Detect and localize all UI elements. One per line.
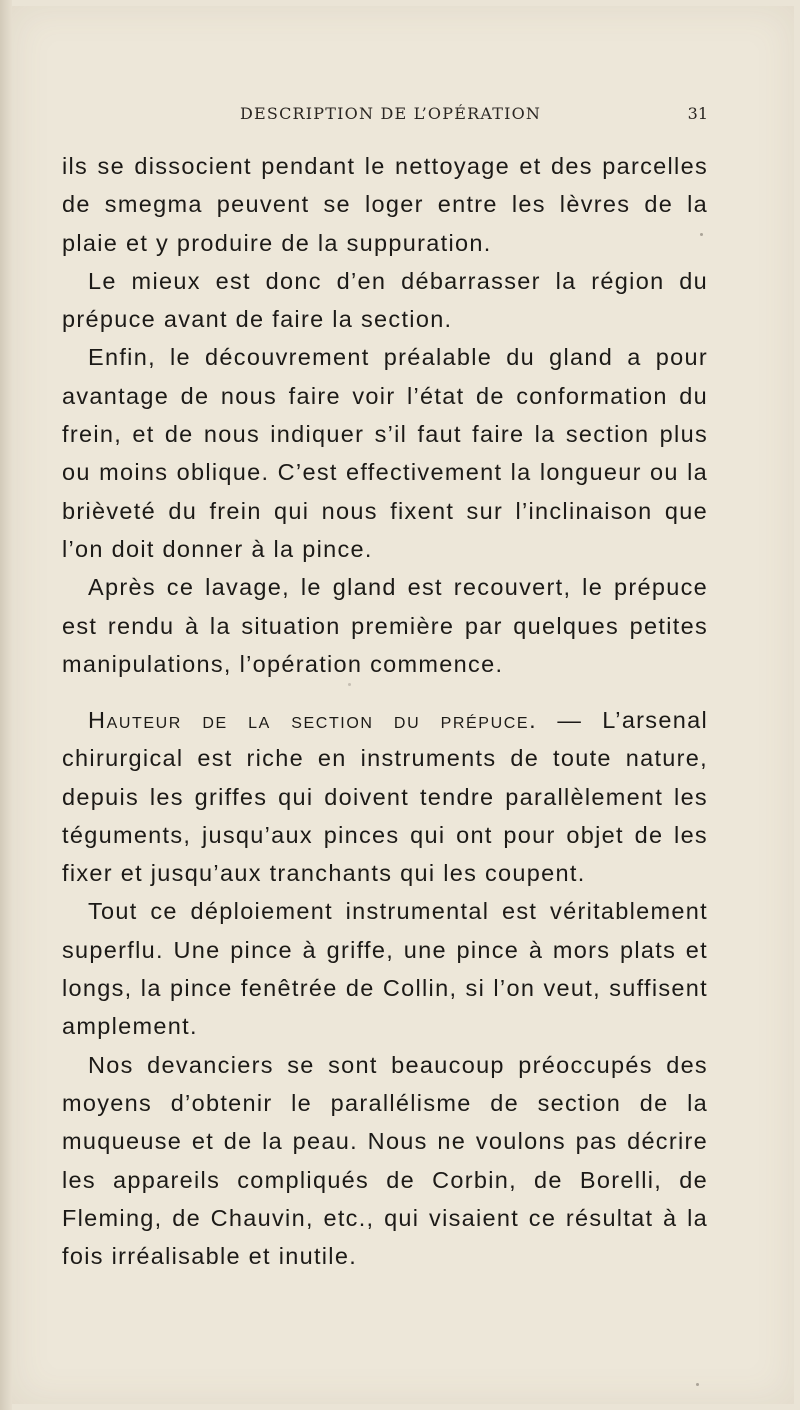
paper-speck [348,683,351,686]
paper-speck [700,233,703,236]
paragraph: Après ce lavage, le gland est recouvert, le prépuce est rendu à la situation première par quelques petites manipulations, l’opération commence. [62,574,708,677]
paragraph-continuation: ils se dissocient pendant le nettoyage et des parcelles de smegma peuvent se loger entre les lèvres de la plaie et y produire de la suppuration. [62,153,708,256]
paragraph: Enfin, le découvrement préalable du gland a pour avantage de nous faire voir l’état de conformation du frein, et de nous indiquer s’il faut faire la section plus ou moins oblique. C’est effectivement la longueur ou la brièveté du frein qui nous fixent sur l’inclinaison que l’on doit donner à la pince. [62,344,708,562]
paper-speck [696,1383,699,1386]
section-paragraph [62,701,708,892]
section-lead-text: L’arsenal chirurgical est riche en instruments de toute nature, depuis les griffes qui doivent tendre parallèlement les téguments, jusqu’aux pinces qui ont pour objet de les fixer et jusqu’aux tranchants qui les coupent. [62,707,708,887]
text-block-section [62,701,708,1275]
running-header [62,104,708,128]
page-number: 31 [687,104,708,123]
book-gutter [0,0,12,1410]
paragraph: Nos devanciers se sont beaucoup préoccupés des moyens d’obtenir le parallélisme de section de la muqueuse et de la peau. Nous ne voulons pas décrire les appareils compliqués de Corbin, de Borelli, de Fleming, de Chauvin, etc., qui visaient ce résultat à la fois irréalisable et inutile. [62,1051,708,1270]
paragraph: Tout ce déploiement instrumental est véritablement superflu. Une pince à griffe, une pince à mors plats et longs, la pince fenêtrée de Collin, si l’on veut, suffisent amplement. [62,898,708,1040]
paragraph: Le mieux est donc d’en débarrasser la région du prépuce avant de faire la section. [62,267,708,333]
heading-dash: — [537,707,603,733]
running-title: DESCRIPTION DE L’OPÉRATION [240,104,542,123]
text-block-top [62,147,708,683]
section-heading: Hauteur de la section du prépuce. [88,707,538,733]
